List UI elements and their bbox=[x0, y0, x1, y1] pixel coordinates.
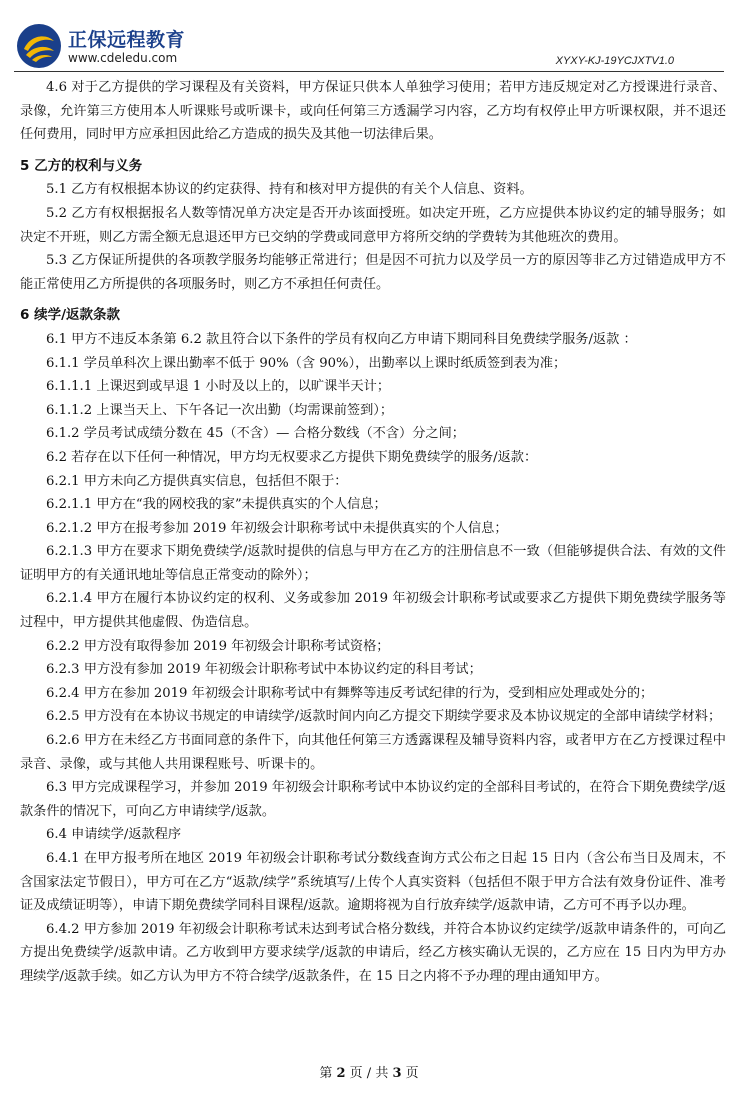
page-number-total: 3 bbox=[392, 1066, 402, 1081]
clause-6-1-1: 6.1.1 学员单科次上课出勤率不低于 90%（含 90%），出勤率以上课时纸质签到表为准； bbox=[46, 355, 567, 371]
org-website: www.cdeledu.com bbox=[68, 51, 178, 65]
clause-6-2-1-3: 6.2.1.3 甲方在要求下期免费续学/返款时提供的信息与甲方在乙方的注册信息不一致（但能够提供合法、有效的文件证明甲方的有关通讯地址等信息正常变动的除外）； bbox=[20, 544, 726, 583]
clause-6-1-1-1: 6.1.1.1 上课迟到或早退 1 小时及以上的，以旷课半天计； bbox=[46, 379, 391, 395]
org-name: 正保远程教育 bbox=[68, 29, 186, 51]
clause-5-2: 5.2 乙方有权根据报名人数等情况单方决定是否开办该面授班。如决定开班，乙方应提供本协议约定的辅导服务；如决定不开班，则乙方需全额无息退还甲方已交纳的学费或同意甲方将所交纳的学费转为其他班次的费用。 bbox=[20, 205, 726, 245]
clause-6-2-1-2: 6.2.1.2 甲方在报考参加 2019 年初级会计职称考试中未提供真实的个人信息； bbox=[46, 520, 508, 536]
header-divider bbox=[14, 71, 724, 72]
clause-6-1-2: 6.1.2 学员考试成绩分数在 45（不含）— 合格分数线（不含）分之间； bbox=[46, 426, 465, 442]
clause-6-1-1-2: 6.1.1.2 上课当天上、下午各记一次出勤（均需课前签到）； bbox=[46, 402, 394, 418]
clause-6-2-4: 6.2.4 甲方在参加 2019 年初级会计职称考试中有舞弊等违反考试纪律的行为，受到相应处理或处分的； bbox=[46, 685, 654, 701]
clause-6-4: 6.4 申请续学/返款程序 bbox=[46, 827, 182, 843]
clause-6-4-2: 6.4.2 甲方参加 2019 年初级会计职称考试未达到考试合格分数线，并符合本协议约定续学/返款申请条件的，可向乙方提出免费续学/返款申请。乙方收到甲方要求续学/返款的申请后，经乙方核实确认无误的，乙方应在 15 日内为甲方办理续学/返款手续。如乙方认为甲方不符合续学/返款条件，在 15 日之内将不予办理的理由通知甲方。 bbox=[20, 921, 726, 984]
section-6-heading: 6 续学/返款条款 bbox=[20, 307, 121, 324]
clause-6-2: 6.2 若存在以下任何一种情况，甲方均无权要求乙方提供下期免费续学的服务/返款： bbox=[46, 449, 538, 465]
clause-6-2-2: 6.2.2 甲方没有取得参加 2019 年初级会计职称考试资格； bbox=[46, 638, 390, 654]
clause-5-3: 5.3 乙方保证所提供的各项教学服务均能够正常进行；但是因不可抗力以及学员一方的原因等非乙方过错造成甲方不能正常使用乙方所提供的各项服务时，则乙方不承担任何责任。 bbox=[20, 253, 726, 292]
clause-6-1: 6.1 甲方不违反本条第 6.2 款且符合以下条件的学员有权向乙方申请下期同科目免费续学服务/返款 ： bbox=[46, 331, 637, 347]
clause-4-6: 4.6 对于乙方提供的学习课程及有关资料，甲方保证只供本人单独学习使用；若甲方违反规定对乙方授课进行录音、录像，允许第三方使用本人听课账号或听课卡，或向任何第三方透漏学习内容，乙方均有权停止甲方听课权限，并不退还任何费用，同时甲方应承担因此给乙方造成的损失及其他一切法律后果。 bbox=[20, 80, 726, 143]
clause-6-2-1-4: 6.2.1.4 甲方在履行本协议约定的权利、义务或参加 2019 年初级会计职称考试或要求乙方提供下期免费续学服务等过程中，甲方提供其他虚假、伪造信息。 bbox=[20, 591, 726, 631]
clause-6-2-1: 6.2.1 甲方未向乙方提供真实信息，包括但不限于： bbox=[46, 473, 348, 489]
section-5-heading: 5 乙方的权利与义务 bbox=[20, 157, 143, 174]
clause-6-2-6: 6.2.6 甲方在未经乙方书面同意的条件下，向其他任何第三方透露课程及辅导资料内容，或者甲方在乙方授课过程中录音、录像，或与其他人共用课程账号、听课卡的。 bbox=[20, 733, 726, 772]
page-number-current: 2 bbox=[336, 1066, 346, 1081]
clause-6-2-1-1: 6.2.1.1 甲方在“我的网校我的家”未提供真实的个人信息； bbox=[46, 497, 387, 513]
page-header bbox=[0, 0, 738, 74]
cdeledu-logo-icon bbox=[16, 23, 62, 69]
clause-6-2-5: 6.2.5 甲方没有在本协议书规定的申请续学/返款时间内向乙方提交下期续学要求及本协议规定的全部申请续学材料； bbox=[46, 709, 722, 725]
clause-6-2-3: 6.2.3 甲方没有参加 2019 年初级会计职称考试中本协议约定的科目考试； bbox=[46, 662, 482, 678]
clause-6-4-1: 6.4.1 在甲方报考所在地区 2019 年初级会计职称考试分数线查询方式公布之日起 15 日内（含公布当日及周末，不含国家法定节假日），甲方可在乙方“返款/续学”系统填写/上传个人真实资料（包括但不限于甲方合法有效身份证件、准考证及成绩证明等），申请下期免费续学同科目课程/返款。逾期将视为自行放弃续学/返款申请，乙方可不再予以办理。 bbox=[20, 851, 726, 914]
document-body bbox=[20, 76, 726, 989]
clause-5-1: 5.1 乙方有权根据本协议的约定获得、持有和核对甲方提供的有关个人信息、资料。 bbox=[46, 182, 533, 198]
page-footer bbox=[0, 1062, 738, 1081]
footer-middle: 页 / 共 bbox=[349, 1066, 389, 1081]
footer-suffix: 页 bbox=[405, 1066, 419, 1081]
footer-prefix: 第 bbox=[319, 1066, 333, 1081]
clause-6-3: 6.3 甲方完成课程学习，并参加 2019 年初级会计职称考试中本协议约定的全部科目考试的，在符合下期免费续学/返款条件的情况下，可向乙方申请续学/返款。 bbox=[20, 780, 726, 819]
document-code: XYXY-KJ-19YCJXTV1.0 bbox=[555, 55, 674, 67]
